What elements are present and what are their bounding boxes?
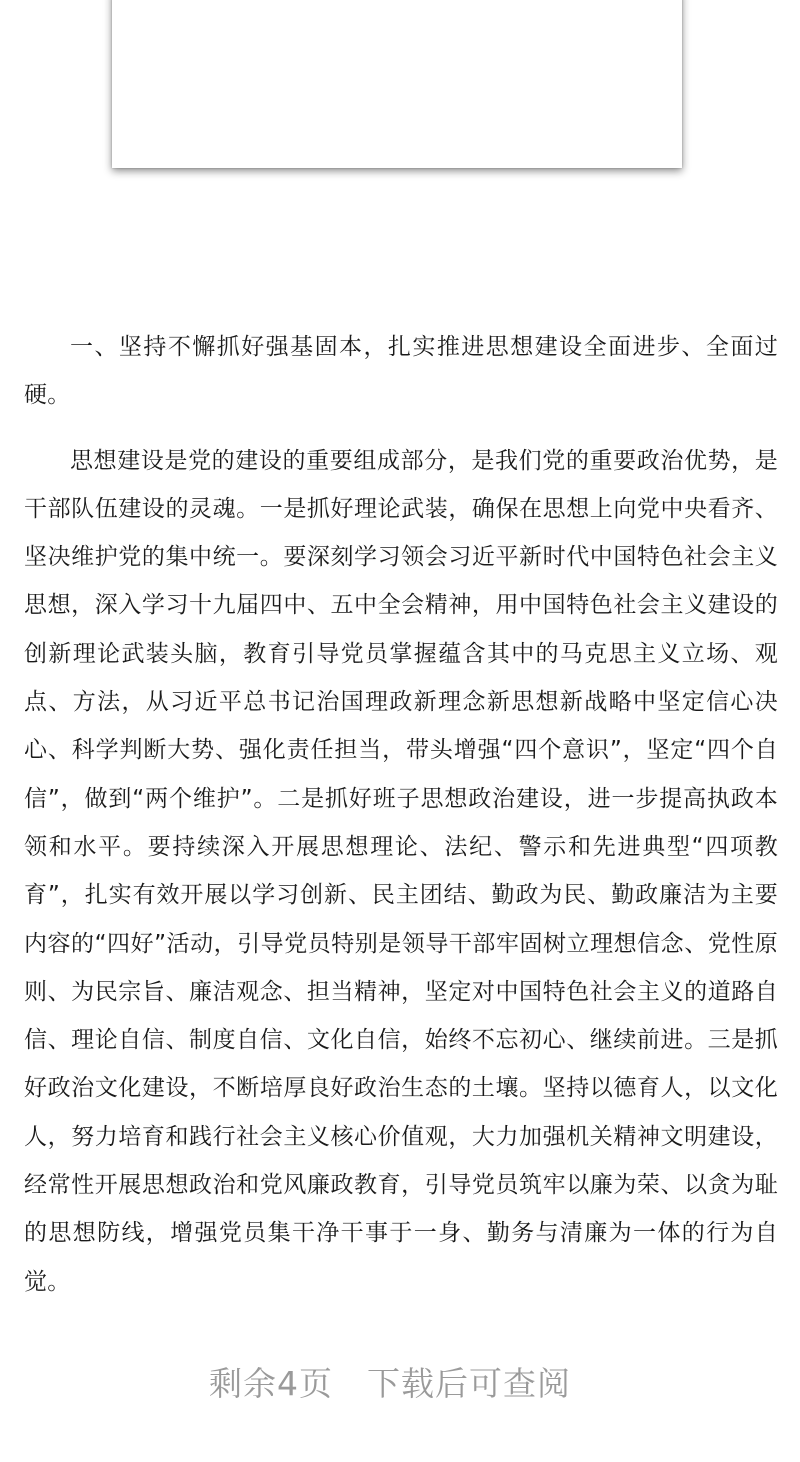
previous-page-preview [112, 0, 682, 168]
section-heading: 一、坚持不懈抓好强基固本，扎实推进思想建设全面进步、全面过硬。 [24, 334, 778, 409]
document-content [24, 323, 778, 1306]
body-paragraph: 思想建设是党的建设的重要组成部分，是我们党的重要政治优势，是干部队伍建设的灵魂。一是抓好理论武装，确保在思想上向党中央看齐、坚决维护党的集中统一。要深刻学习领会习近平新时代中国特色社会主义思想，深入学习十九届四中、五中全会精神，用中国特色社会主义建设的创新理论武装头脑，教育引导党员掌握蕴含其中的马克思主义立场、观点、方法，从习近平总书记治国理政新理念新思想新战略中坚定信心决心、科学判断大势、强化责任担当，带头增强“四个意识”，坚定“四个自信”，做到“两个维护”。二是抓好班子思想政治建设，进一步提高执政本领和水平。要持续深入开展思想理论、法纪、警示和先进典型“四项教育”，扎实有效开展以学习创新、民主团结、勤政为民、勤政廉洁为主要内容的“四好”活动，引导党员特别是领导干部牢固树立理想信念、党性原则、为民宗旨、廉洁观念、担当精神，坚定对中国特色社会主义的道路自信、理论自信、制度自信、文化自信，始终不忘初心、继续前进。三是抓好政治文化建设，不断培厚良好政治生态的土壤。坚持以德育人，以文化人，努力培育和践行社会主义核心价值观，大力加强机关精神文明建设，经常性开展思想政治和党风廉政教育，引导党员筑牢以廉为荣、以贪为耻的思想防线，增强党员集干净干事于一身、勤务与清廉为一体的行为自觉。 [24, 447, 778, 1295]
remaining-pages-text: 剩余4页 [209, 1364, 333, 1403]
download-hint-text: 下载后可查阅 [367, 1364, 571, 1403]
download-prompt[interactable] [0, 1358, 780, 1405]
